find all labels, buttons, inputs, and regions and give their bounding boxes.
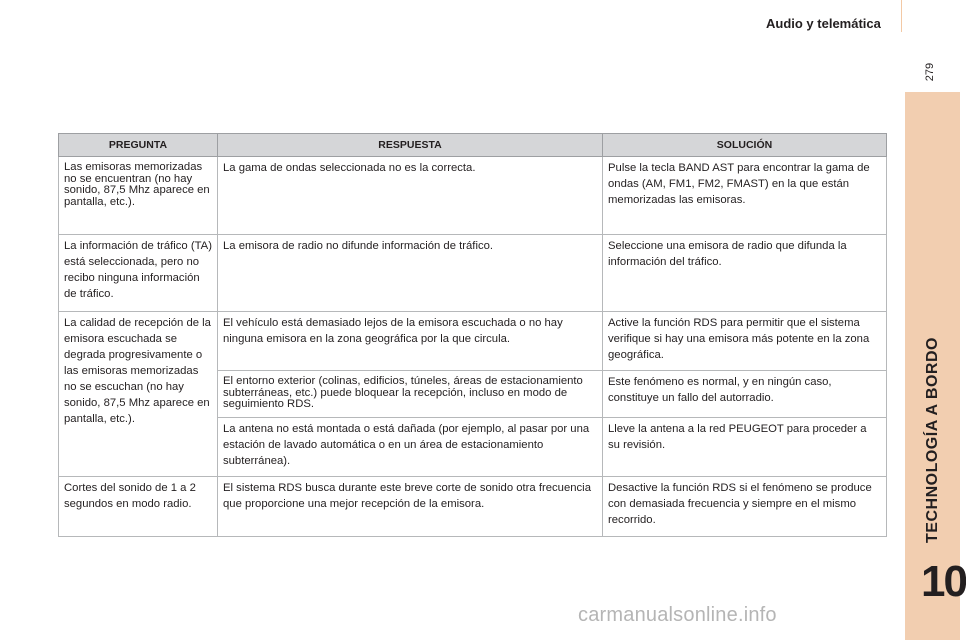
chapter-number: 10 xyxy=(921,557,966,606)
header-divider xyxy=(901,0,902,32)
table-row xyxy=(59,235,887,312)
page-number: 279 xyxy=(924,62,936,82)
question-cell: Cortes del sonido de 1 a 2 segundos en modo radio. xyxy=(59,477,218,537)
column-header-answer: RESPUESTA xyxy=(218,134,603,157)
chapter-label-text: TECHNOLOGÍA A BORDO xyxy=(924,337,941,543)
solution-cell: Seleccione una emisora de radio que difunda la información del tráfico. xyxy=(603,235,887,312)
column-header-solution: SOLUCIÓN xyxy=(603,134,887,157)
solution-cell: Pulse la tecla BAND AST para encontrar la gama de ondas (AM, FM1, FM2, FMAST) en la que están memorizadas las emisoras. xyxy=(603,157,887,235)
answer-cell: El sistema RDS busca durante este breve corte de sonido otra frecuencia que proporcione una mejor recepción de la emisora. xyxy=(218,477,603,537)
question-cell: La información de tráfico (TA) está seleccionada, pero no recibo ninguna información de tráfico. xyxy=(59,235,218,312)
answer-cell: La emisora de radio no difunde información de tráfico. xyxy=(218,235,603,312)
question-cell: Las emisoras memorizadas no se encuentran (no hay sonido, 87,5 Mhz aparece en pantalla, etc.). xyxy=(59,157,218,235)
solution-cell: Lleve la antena a la red PEUGEOT para proceder a su revisión. xyxy=(603,418,887,477)
section-title: Audio y telemática xyxy=(766,16,881,31)
answer-cell: La antena no está montada o está dañada (por ejemplo, al pasar por una estación de lavado automática o en un área de estacionamiento subterránea). xyxy=(218,418,603,477)
table-header-row xyxy=(59,134,887,157)
question-cell: La calidad de recepción de la emisora escuchada se degrada progresivamente o las emisoras memorizadas no se escuchan (no hay sonido, 87,5 Mhz aparece en pantalla, etc.). xyxy=(59,312,218,477)
solution-cell: Active la función RDS para permitir que el sistema verifique si hay una emisora más potente en la zona geográfica. xyxy=(603,312,887,371)
answer-cell: La gama de ondas seleccionada no es la correcta. xyxy=(218,157,603,235)
answer-cell: El entorno exterior (colinas, edificios, túneles, áreas de estacionamiento subterráneas, etc.) puede bloquear la recepción, incluso en modo de seguimiento RDS. xyxy=(218,371,603,418)
table-row xyxy=(59,157,887,235)
troubleshooting-table xyxy=(58,133,887,537)
answer-cell: El vehículo está demasiado lejos de la emisora escuchada o no hay ninguna emisora en la zona geográfica por la que circula. xyxy=(218,312,603,371)
solution-cell: Este fenómeno es normal, y en ningún caso, constituye un fallo del autorradio. xyxy=(603,371,887,418)
column-header-question: PREGUNTA xyxy=(59,134,218,157)
solution-cell: Desactive la función RDS si el fenómeno se produce con demasiada frecuencia y siempre en el mismo recorrido. xyxy=(603,477,887,537)
watermark: carmanualsonline.info xyxy=(578,604,777,626)
table-row xyxy=(59,312,887,371)
table-row xyxy=(59,477,887,537)
